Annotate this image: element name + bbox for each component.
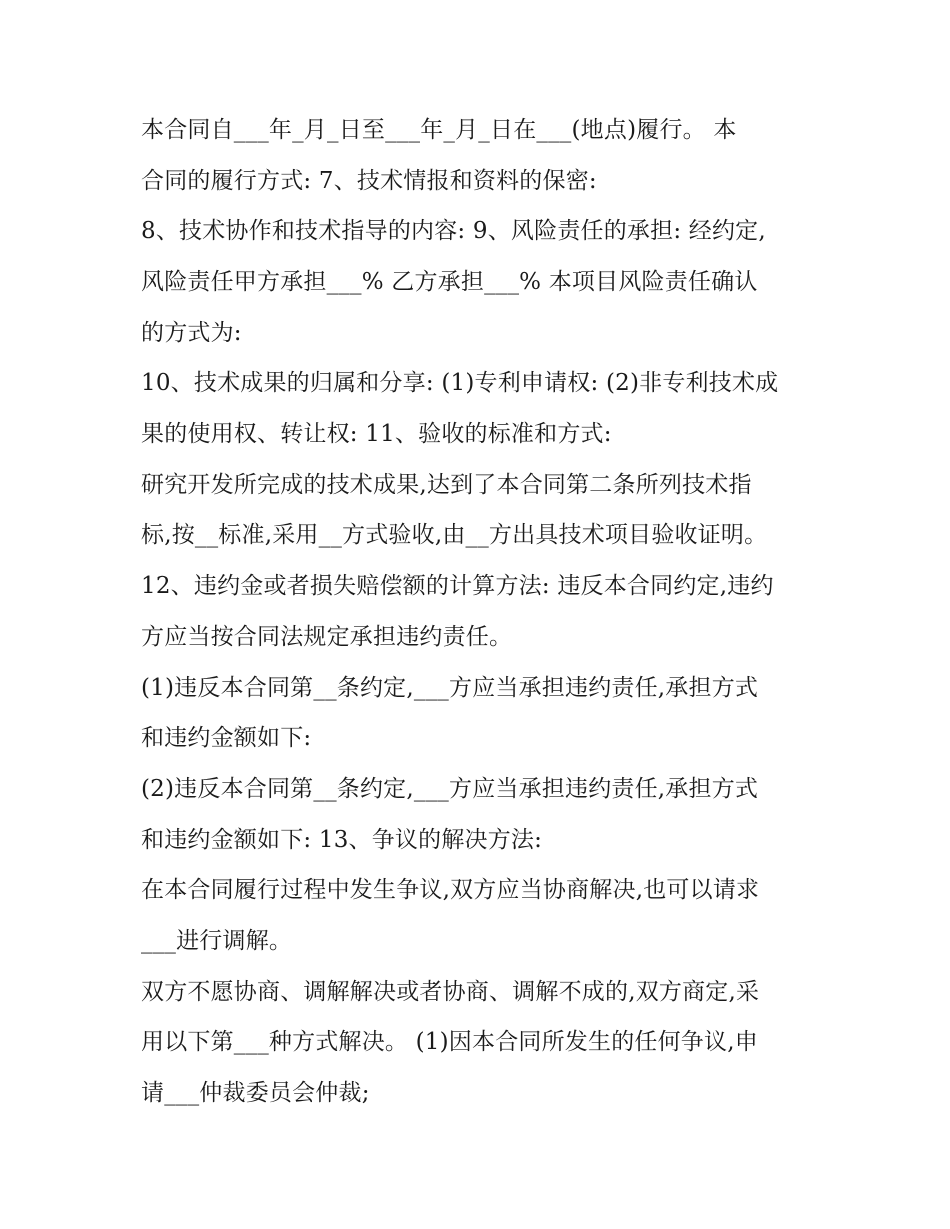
text-line: 用以下第___种方式解决。 (1)因本合同所发生的任何争议,申 — [141, 1029, 758, 1055]
text-line: 在本合同履行过程中发生争议,双方应当协商解决,也可以请求 — [141, 877, 760, 903]
text-line: 8、技术协作和技术指导的内容: 9、风险责任的承担: 经约定, — [141, 218, 766, 244]
text-line: 的方式为: — [141, 320, 242, 346]
text-line: (1)违反本合同第__条约定,___方应当承担违约责任,承担方式 — [141, 675, 759, 701]
text-line: 和违约金额如下: 13、争议的解决方法: — [141, 827, 543, 853]
text-line: 请___仲裁委员会仲裁; — [141, 1080, 370, 1106]
text-line: (2)违反本合同第__条约定,___方应当承担违约责任,承担方式 — [141, 776, 759, 802]
text-line: ___进行调解。 — [141, 928, 293, 954]
text-line: 方应当按合同法规定承担违约责任。 — [141, 624, 513, 650]
text-line: 标,按__标准,采用__方式验收,由__方出具技术项目验收证明。 — [141, 522, 768, 548]
text-line: 合同的履行方式: 7、技术情报和资料的保密: — [141, 168, 597, 194]
text-line: 和违约金额如下: — [141, 725, 312, 751]
text-line: 本合同自___年_月_日至___年_月_日在___(地点)履行。 本 — [141, 117, 737, 143]
text-line: 10、技术成果的归属和分享: (1)专利申请权: (2)非专利技术成 — [141, 370, 779, 396]
text-line: 12、违约金或者损失赔偿额的计算方法: 违反本合同约定,违约 — [141, 573, 774, 599]
text-line: 研究开发所完成的技术成果,达到了本合同第二条所列技术指 — [141, 472, 752, 498]
text-line: 双方不愿协商、调解解决或者协商、调解不成的,双方商定,采 — [141, 979, 760, 1005]
text-line: 风险责任甲方承担___% 乙方承担___% 本项目风险责任确认 — [141, 269, 758, 295]
text-line: 果的使用权、转让权: 11、验收的标准和方式: — [141, 421, 612, 447]
